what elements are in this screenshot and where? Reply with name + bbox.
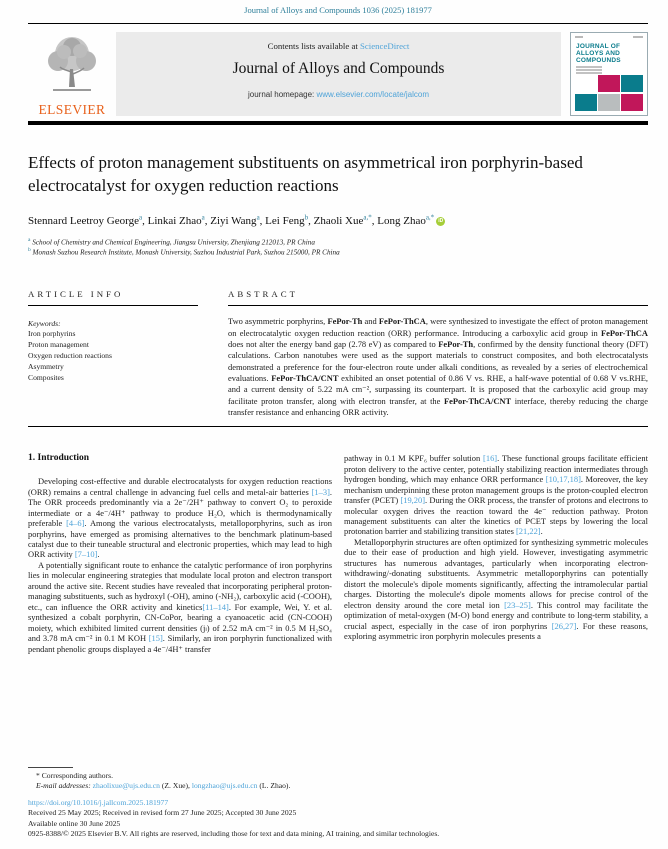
email-suffix: (L. Zhao). [257,780,291,790]
paragraph: A potentially significant route to enhance the catalytic performance of iron porphyrins lies in molecular engineering strategies that modulate local proton and electron transport around the active site. Recent studies have revealed that incorporating peripheral proton-managing substituents, such as hydroxyl (-OH), amino (-NH₂), carboxylic acid (-COOH), etc., can influence the ORR activity and kinetics[11–14]. For example, Wei, Y. et al. synthesized a cobalt porphyrin, CN-CoPor, bearing a cyanoacetic acid (CN-COOH) moiety, which exhibited limited current densities (jₗ) of 2.52 mA cm⁻² in 0.5 M H₂SO₄ and 3.78 mA cm⁻² in 0.1 M KOH [15]. Similarly, an iron porphyrin functionalized with pendant phenolic groups displayed a 4e⁻/4H⁺ transfer [28,559,332,654]
cover-title [576,43,621,64]
citation-link[interactable]: [10,17,18] [545,474,581,485]
publication-info [28,798,648,839]
footnote-divider [28,767,73,768]
masthead [28,32,648,118]
available-online-line: Available online 30 June 2025 [28,818,121,828]
journal-banner [116,32,561,116]
citation-link[interactable]: [21,22] [516,526,541,537]
keyword-item: Composites [28,372,64,382]
author [148,215,211,227]
citation-link[interactable]: [7–10] [74,549,98,560]
history-line: Received 25 May 2025; Received in revised form 27 June 2025; Accepted 30 June 2025 [28,808,297,818]
author-affil-sup: a,* [363,213,372,221]
author-separator: , [308,214,314,227]
author-affil-sup: a [201,213,205,221]
page-footer [28,767,648,839]
author [314,215,378,227]
article-title: Effects of proton management substituents on asymmetrical iron porphyrin-based electrocatalyst for oxygen reduction reactions [28,153,583,195]
orcid-icon[interactable]: iD [438,217,444,224]
author-separator: , [259,214,266,227]
cover-checkerboard [575,75,643,111]
contents-note-text: Contents lists available at [267,41,360,51]
author [265,215,313,227]
abstract-heading: ABSTRACT [228,289,298,300]
cover-title-line: JOURNAL OF [576,43,621,50]
contents-note [116,41,561,51]
author-affil-sup: a,* [425,213,435,221]
cover-square [598,94,620,111]
citation-link[interactable]: [26,27] [551,620,577,631]
cover-square [575,94,597,111]
author [377,215,434,227]
top-divider [28,23,648,24]
keyword-item: Asymmetry [28,361,64,371]
author-name: Long Zhao [377,214,426,227]
author-affil-sup: b [304,213,309,221]
author-list [28,213,648,227]
abstract-body: Two asymmetric porphyrins, FePor-Th and FePor-ThCA, were synthesized to investigate the effect of proton management on electrocatalytic oxygen reduction reaction (ORR) performance. Introducing a carboxylic acid group in FePor-ThCA does not alter the energy band gap (2.78 eV) as compared to FePor-Th, confirmed by the density functional theory (DFT) calculations. Carbon nanotubes were used as the support materials to construct composites, and both electrocatalysts demonstrated a preference for the four-electron route under alkali conditions, as revealed by a series of electrochemical evaluations. FePor-ThCA/CNT exhibited an onset potential of 0.86 V vs. RHE, a half-wave potential of 0.68 V vs.RHE, and a current density of 5.22 mA cm⁻², surpassing its counterpart. It is proposed that the carboxylic acid group may facilitate proton transfer, along with electron transfer, at the FePor-ThCA/CNT interface, thereby reducing the charge transfer resistance and enhancing ORR activity. [228,316,648,417]
citation-link[interactable]: [1–3] [311,486,330,497]
paragraph: Developing cost-effective and durable electrocatalysts for oxygen reduction reactions (ORR) remains a central challenge in advancing fuel cells and metal-air batteries [1–3]. The ORR proceeds predominantly via a 2e⁻/2H⁺ pathway to convert O₂ to peroxide intermediate or a 4e⁻/4H⁺ pathway to produce H₂O, which is thermodynamically preferable [4–6]. Among the various electrocatalysts, metalloporphyrins, such as iron porphyrins, have emerged as promising alternatives to the benchmark platinum-based catalyst due to their tuneable structural and electronic properties, which may lead to high ORR activity [7–10]. [28,476,332,560]
cover-square [598,75,620,92]
homepage-line [116,90,561,99]
author-separator: , [371,214,378,227]
abstract-column [228,289,648,418]
doi-link[interactable]: https://doi.org/10.1016/j.jallcom.2025.181977 [28,798,169,808]
paragraph: pathway in 0.1 M KPF₆ buffer solution [16]. These functional groups facilitate efficient proton delivery to the active center, potentially stabilizing reaction intermediates through hydrogen bonding, which may enhance ORR performance [10,17,18]. Moreover, the key mechanism underpinning these proton management groups is the proton-coupled electron transfer (PCET) [19,20]. During the ORR process, the transfer of protons and electrons to molecular oxygen drives the reaction toward the 4e⁻ reduction pathway. Proton management substituents can alter the kinetics of PCET steps by lowering the local protonation barrier and stabilizing transition states [21,22]. [344,453,649,537]
email-link-zhao[interactable]: longzhao@ujs.edu.cn [191,780,258,790]
paragraph: Metalloporphyrin structures are often optimized for synthesizing symmetric molecules due to their ease of production and high yield. However, investigating asymmetric structures has numerous advantages, particularly when incorporating electron-withdrawing/-donating substituents. Asymmetric metalloporphyrins can potentially distort the molecule's dipole moments significantly, affecting the intramolecular partial charges. Distorting the molecule's dipole moments allows for precise control of the electron density around the core metal ion [23–25]. This control may facilitate the optimization of metal-oxygen (M-O) bond energy and contribute to long-term stability, a crucial aspect, especially in the case of iron porphyrins [26,27]. For these reasons, exploring asymmetric iron porphyrin molecules presents a [344,536,648,641]
sciencedirect-link[interactable]: ScienceDirect [360,41,410,51]
author [210,215,265,227]
affiliation-sup: b [28,246,31,253]
cover-title-line: ALLOYS AND [576,50,621,57]
running-head-citation: Journal of Alloys and Compounds 1036 (2025) 181977 [244,5,432,15]
elsevier-logo[interactable] [28,32,116,118]
affiliation-text: School of Chemistry and Chemical Engineering, Jiangsu University, Zhenjiang 212013, PR China [30,238,315,247]
citation-link[interactable]: [11–14] [202,601,229,612]
abstract-rule [228,305,648,306]
cover-square [575,75,597,92]
email-link-xue[interactable]: zhaolixue@ujs.edu.cn [92,780,160,790]
elsevier-wordmark: ELSEVIER [38,102,106,117]
email-addresses-line [28,781,648,791]
author-name: Linkai Zhao [147,214,202,227]
abstract-bottom-divider [28,426,648,427]
article-body [28,453,648,654]
author-name: Ziyi Wang [210,214,257,227]
citation-link[interactable]: [4–6] [66,518,85,529]
cover-title-line: COMPOUNDS [576,57,621,64]
article-info-rule [28,305,198,306]
affiliation-sup: a [28,236,31,243]
article-info-heading: ARTICLE INFO [28,289,124,300]
cover-corner-mark [575,36,583,38]
author-separator: , [204,214,211,227]
author-affil-sup: a [256,213,260,221]
author-name: Zhaoli Xue [313,214,364,227]
author-separator: , [142,214,148,227]
keyword-item: Proton management [28,340,89,350]
cover-square [621,94,643,111]
elsevier-tree-icon [43,83,101,100]
cover-square [621,75,643,92]
corresponding-authors-note: * Corresponding authors. [36,771,113,780]
keyword-item: Iron porphyrins [28,329,76,339]
info-abstract-section [28,289,648,418]
author-name: Lei Feng [265,214,305,227]
right-column [344,453,648,654]
affiliation [28,247,648,257]
affiliation [28,237,648,247]
affiliation-text: Monash Suzhou Research Institute, Monash University, Suzhou Industrial Park, Suzhou 215000, PR China [30,247,340,256]
homepage-link[interactable]: www.elsevier.com/locate/jalcom [316,90,429,99]
author-affil-sup: a [138,213,143,221]
citation-link[interactable]: [19,20] [400,495,426,506]
journal-cover-thumbnail[interactable] [570,32,648,116]
author [28,215,148,227]
cover-subtext-decoration [576,66,602,75]
section-heading-introduction: 1. Introduction [28,453,90,464]
article-info-column [28,289,198,418]
citation-link[interactable]: [15] [148,633,163,644]
keyword-item: Oxygen reduction reactions [28,351,112,361]
journal-title: Journal of Alloys and Compounds [232,60,445,77]
masthead-divider [28,121,648,125]
homepage-label: journal homepage: [248,90,317,99]
citation-link[interactable]: [16] [483,453,498,464]
copyright-line: 0925-8388/© 2025 Elsevier B.V. All rights are reserved, including those for text and data mining, AI training, and similar technologies. [28,828,440,838]
cover-corner-mark [633,36,643,38]
email-label: E-mail addresses: [36,780,93,790]
author-name: Stennard Leetroy George [28,214,139,227]
keywords-label: Keywords: [28,319,61,329]
email-suffix: (Z. Xue), [159,780,192,790]
affiliations [28,237,648,257]
left-column [28,453,332,654]
citation-link[interactable]: [23–25] [504,599,531,610]
